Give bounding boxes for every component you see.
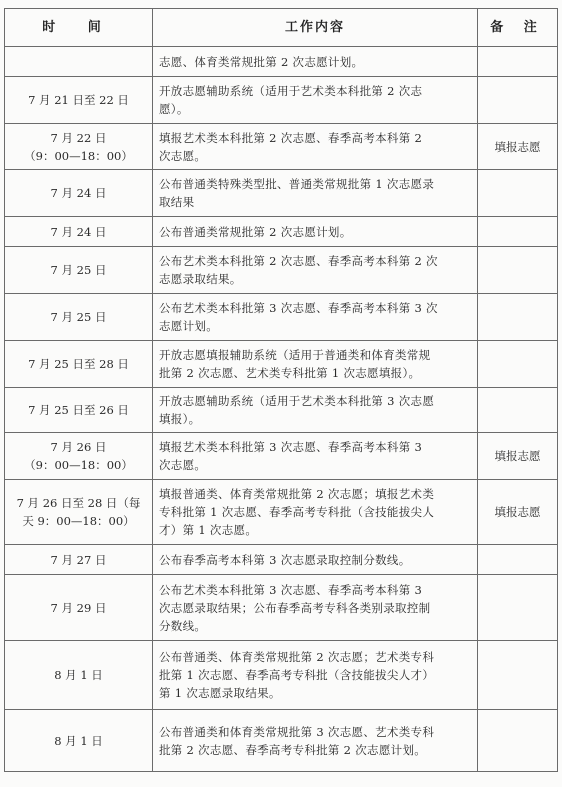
time-line: 7 月 26 日 [50, 440, 107, 454]
remark-cell [478, 575, 558, 641]
remark-cell [478, 641, 558, 710]
table-body [5, 47, 558, 772]
time-line: 7 月 25 日 [50, 310, 107, 324]
table-row [5, 641, 558, 710]
table-row [5, 170, 558, 217]
content-cell [153, 710, 478, 772]
remark-cell [478, 433, 558, 480]
time-cell [5, 47, 153, 77]
remark-text: 填报志愿 [494, 449, 541, 463]
content-cell [153, 247, 478, 294]
time-cell [5, 480, 153, 545]
time-cell [5, 341, 153, 388]
content-cell [153, 341, 478, 388]
time-cell [5, 575, 153, 641]
table-row [5, 47, 558, 77]
time-line: 7 月 25 日 [50, 263, 107, 277]
time-cell [5, 710, 153, 772]
content-cell [153, 294, 478, 341]
time-cell [5, 217, 153, 247]
content-cell [153, 480, 478, 545]
table-row [5, 294, 558, 341]
time-line: 8 月 1 日 [54, 733, 103, 748]
content-line: 分数线。 [159, 618, 207, 633]
table-row [5, 124, 558, 170]
remark-cell [478, 217, 558, 247]
remark-cell [478, 124, 558, 170]
content-line: 志愿、体育类常规批第 2 次志愿计划。 [159, 54, 364, 69]
time-line: 7 月 24 日 [50, 186, 107, 200]
remark-cell [478, 545, 558, 575]
content-line: 公布普通类特殊类型批、普通类常规批第 1 次志愿录 [159, 177, 435, 191]
remark-text: 填报志愿 [494, 505, 541, 519]
content-line: 志愿计划。 [159, 319, 218, 333]
time-line: （9：00—18：00） [24, 458, 133, 472]
content-line: 才）第 1 次志愿。 [159, 523, 258, 537]
time-line: 7 月 25 日至 26 日 [28, 403, 129, 417]
content-line: 批第 1 次志愿、春季高考专科批（含技能拔尖人才） [159, 668, 435, 682]
remark-cell [478, 341, 558, 388]
schedule-table [4, 8, 558, 772]
content-line: 公布艺术类本科批第 3 次志愿、春季高考本科第 3 次 [159, 301, 438, 315]
remark-cell [478, 294, 558, 341]
time-line: （9：00—18：00） [24, 148, 133, 163]
table-row [5, 77, 558, 124]
time-line: 8 月 1 日 [54, 668, 103, 682]
content-cell [153, 124, 478, 170]
table-row [5, 575, 558, 641]
time-cell [5, 388, 153, 433]
header-time: 时 间 [5, 9, 153, 47]
table-row [5, 247, 558, 294]
content-cell [153, 77, 478, 124]
header-content: 工作内容 [153, 9, 478, 47]
table-row [5, 388, 558, 433]
table-row [5, 433, 558, 480]
table-row [5, 480, 558, 545]
time-cell [5, 77, 153, 124]
time-cell [5, 170, 153, 217]
table-row [5, 710, 558, 772]
time-line: 7 月 22 日 [50, 130, 107, 145]
remark-cell [478, 247, 558, 294]
time-cell [5, 545, 153, 575]
time-line: 7 月 21 日至 22 日 [28, 93, 129, 107]
content-line: 开放志愿辅助系统（适用于艺术类本科批第 3 次志愿 [159, 394, 435, 408]
remark-cell [478, 77, 558, 124]
content-cell [153, 47, 478, 77]
content-cell [153, 545, 478, 575]
content-cell [153, 217, 478, 247]
remark-cell [478, 388, 558, 433]
remark-cell [478, 170, 558, 217]
table-header-row [5, 9, 558, 47]
content-cell [153, 433, 478, 480]
content-line: 次志愿。 [159, 148, 207, 163]
content-line: 填报艺术类本科批第 2 次志愿、春季高考本科第 2 [159, 130, 423, 145]
content-line: 批第 2 次志愿、艺术类专科批第 1 次志愿填报）。 [159, 366, 421, 380]
content-line: 填报）。 [159, 412, 201, 426]
content-line: 专科批第 1 次志愿、春季高考专科批（含技能拔尖人 [159, 505, 435, 519]
content-cell [153, 575, 478, 641]
time-line: 7 月 27 日 [50, 552, 107, 567]
content-line: 次志愿录取结果；公布春季高考专科各类别录取控制 [159, 600, 431, 615]
time-cell [5, 124, 153, 170]
content-line: 第 1 次志愿录取结果。 [159, 686, 281, 700]
table-row [5, 545, 558, 575]
time-line: 天 9：00—18：00） [22, 514, 135, 528]
content-cell [153, 170, 478, 217]
time-cell [5, 641, 153, 710]
content-line: 开放志愿填报辅助系统（适用于普通类和体育类常规 [159, 348, 431, 362]
table-row [5, 217, 558, 247]
content-line: 公布春季高考本科第 3 次志愿录取控制分数线。 [159, 552, 411, 567]
header-remark: 备 注 [478, 9, 558, 47]
content-line: 填报普通类、体育类常规批第 2 次志愿；填报艺术类 [159, 487, 435, 501]
content-line: 开放志愿辅助系统（适用于艺术类本科批第 2 次志 [159, 84, 423, 98]
time-cell [5, 247, 153, 294]
remark-cell [478, 47, 558, 77]
time-line: 7 月 24 日 [50, 224, 107, 239]
content-cell [153, 388, 478, 433]
content-line: 公布普通类常规批第 2 次志愿计划。 [159, 224, 352, 239]
content-cell [153, 641, 478, 710]
remark-cell [478, 480, 558, 545]
remark-text: 填报志愿 [494, 139, 541, 154]
table-row [5, 341, 558, 388]
time-cell [5, 294, 153, 341]
time-line: 7 月 29 日 [50, 600, 107, 615]
time-line: 7 月 26 日至 28 日（每 [16, 496, 141, 510]
remark-cell [478, 710, 558, 772]
time-cell [5, 433, 153, 480]
content-line: 取结果 [159, 195, 195, 209]
content-line: 愿）。 [159, 102, 189, 116]
content-line: 公布普通类和体育类常规批第 3 次志愿、艺术类专科 [159, 724, 435, 739]
content-line: 志愿录取结果。 [159, 272, 242, 286]
content-line: 公布艺术类本科批第 3 次志愿、春季高考本科第 3 [159, 582, 423, 597]
content-line: 公布艺术类本科批第 2 次志愿、春季高考本科第 2 次 [159, 254, 438, 268]
content-line: 次志愿。 [159, 458, 207, 472]
time-line: 7 月 25 日至 28 日 [28, 357, 129, 371]
content-line: 批第 2 次志愿、春季高考专科批第 2 次志愿计划。 [159, 742, 427, 757]
content-line: 填报艺术类本科批第 3 次志愿、春季高考本科第 3 [159, 440, 423, 454]
content-line: 公布普通类、体育类常规批第 2 次志愿；艺术类专科 [159, 650, 435, 664]
